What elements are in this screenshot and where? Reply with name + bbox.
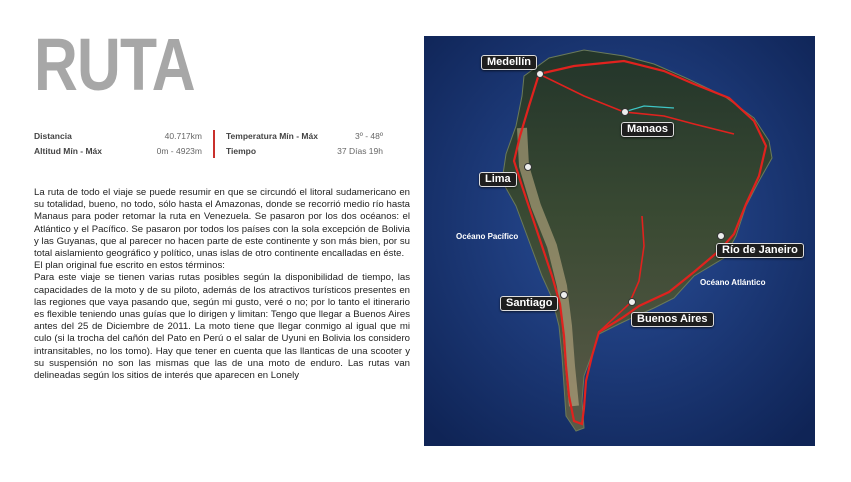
page-title: RUTA xyxy=(34,23,195,106)
stat-label: Tiempo xyxy=(226,146,257,156)
route-map xyxy=(424,36,815,446)
stat-value: 37 Días 19h xyxy=(337,146,383,156)
paragraph: Para este viaje se tienen varias rutas posibles según la disponibilidad de tiempo, las capacidades de la moto y de su piloto, además de los atractivos turísticos presentes en las regiones que vaya pasando que, según mi gusto, veré o no; por lo tanto el itinerario es flexible teniendo unas guías que lo dirigen y limitan: Tengo que llegar a Buenos Aires antes del 25 de Diciembre de 2011. La moto tiene que llegar conmigo al igual que mi culo (si la trocha del cañón del Pato en Perú o el salar de Uyuni en Bolivia los considero intransitables, no los tomo). Hay que tener en cuenta que las llanticas de una scooter y su suspensión no son las mismas que las de una moto de enduro. Las rutas van delineadas según los sitios de interés que aparecen en Lonely xyxy=(34,272,410,382)
stat-time xyxy=(226,146,383,158)
map-graphic xyxy=(424,36,815,446)
city-label-rio: Río de Janeiro xyxy=(716,243,804,258)
city-dot xyxy=(560,291,568,299)
city-label-buenos-aires: Buenos Aires xyxy=(631,312,714,327)
city-dot xyxy=(628,298,636,306)
city-label-medellin: Medellín xyxy=(481,55,537,70)
stat-value: 3º - 48º xyxy=(355,131,383,141)
paragraph: La ruta de todo el viaje se puede resumir en que se circundó el litoral sudamericano en su totalidad, bueno, no todo, sólo hasta el Amazonas, donde se recorrió medio río hasta Manaus para poder retomar la ruta en Venezuela. Se pasaron por los dos océanos: el Atlántico y el Pacífico. Se pasaron por todos los países con la sola excepción de Bolivia y las Guyanas, que al parecer no hacen parte de este continente y son más bien, por su total aislamiento geográfico y político, unas islas de otro continente encalladas en éste. xyxy=(34,187,410,260)
stat-label: Temperatura Mín - Máx xyxy=(226,131,318,141)
city-dot xyxy=(524,163,532,171)
stat-temperature xyxy=(226,131,383,143)
city-dot xyxy=(621,108,629,116)
city-label-lima: Lima xyxy=(479,172,517,187)
stats-divider xyxy=(213,130,215,158)
city-dot xyxy=(717,232,725,240)
body-text xyxy=(34,187,410,382)
stat-label: Distancia xyxy=(34,131,72,141)
stat-value: 40.717km xyxy=(164,131,202,141)
city-label-santiago: Santiago xyxy=(500,296,558,311)
stat-label: Altitud Mín - Máx xyxy=(34,146,102,156)
stat-distance xyxy=(34,131,202,143)
stat-altitude xyxy=(34,146,202,158)
stat-value: 0m - 4923m xyxy=(156,146,202,156)
city-dot xyxy=(536,70,544,78)
city-label-manaos: Manaos xyxy=(621,122,674,137)
ocean-label-pacific: Océano Pacífico xyxy=(456,232,519,241)
ocean-label-atlantic: Océano Atlántico xyxy=(700,278,766,287)
paragraph: El plan original fue escrito en estos términos: xyxy=(34,260,225,272)
